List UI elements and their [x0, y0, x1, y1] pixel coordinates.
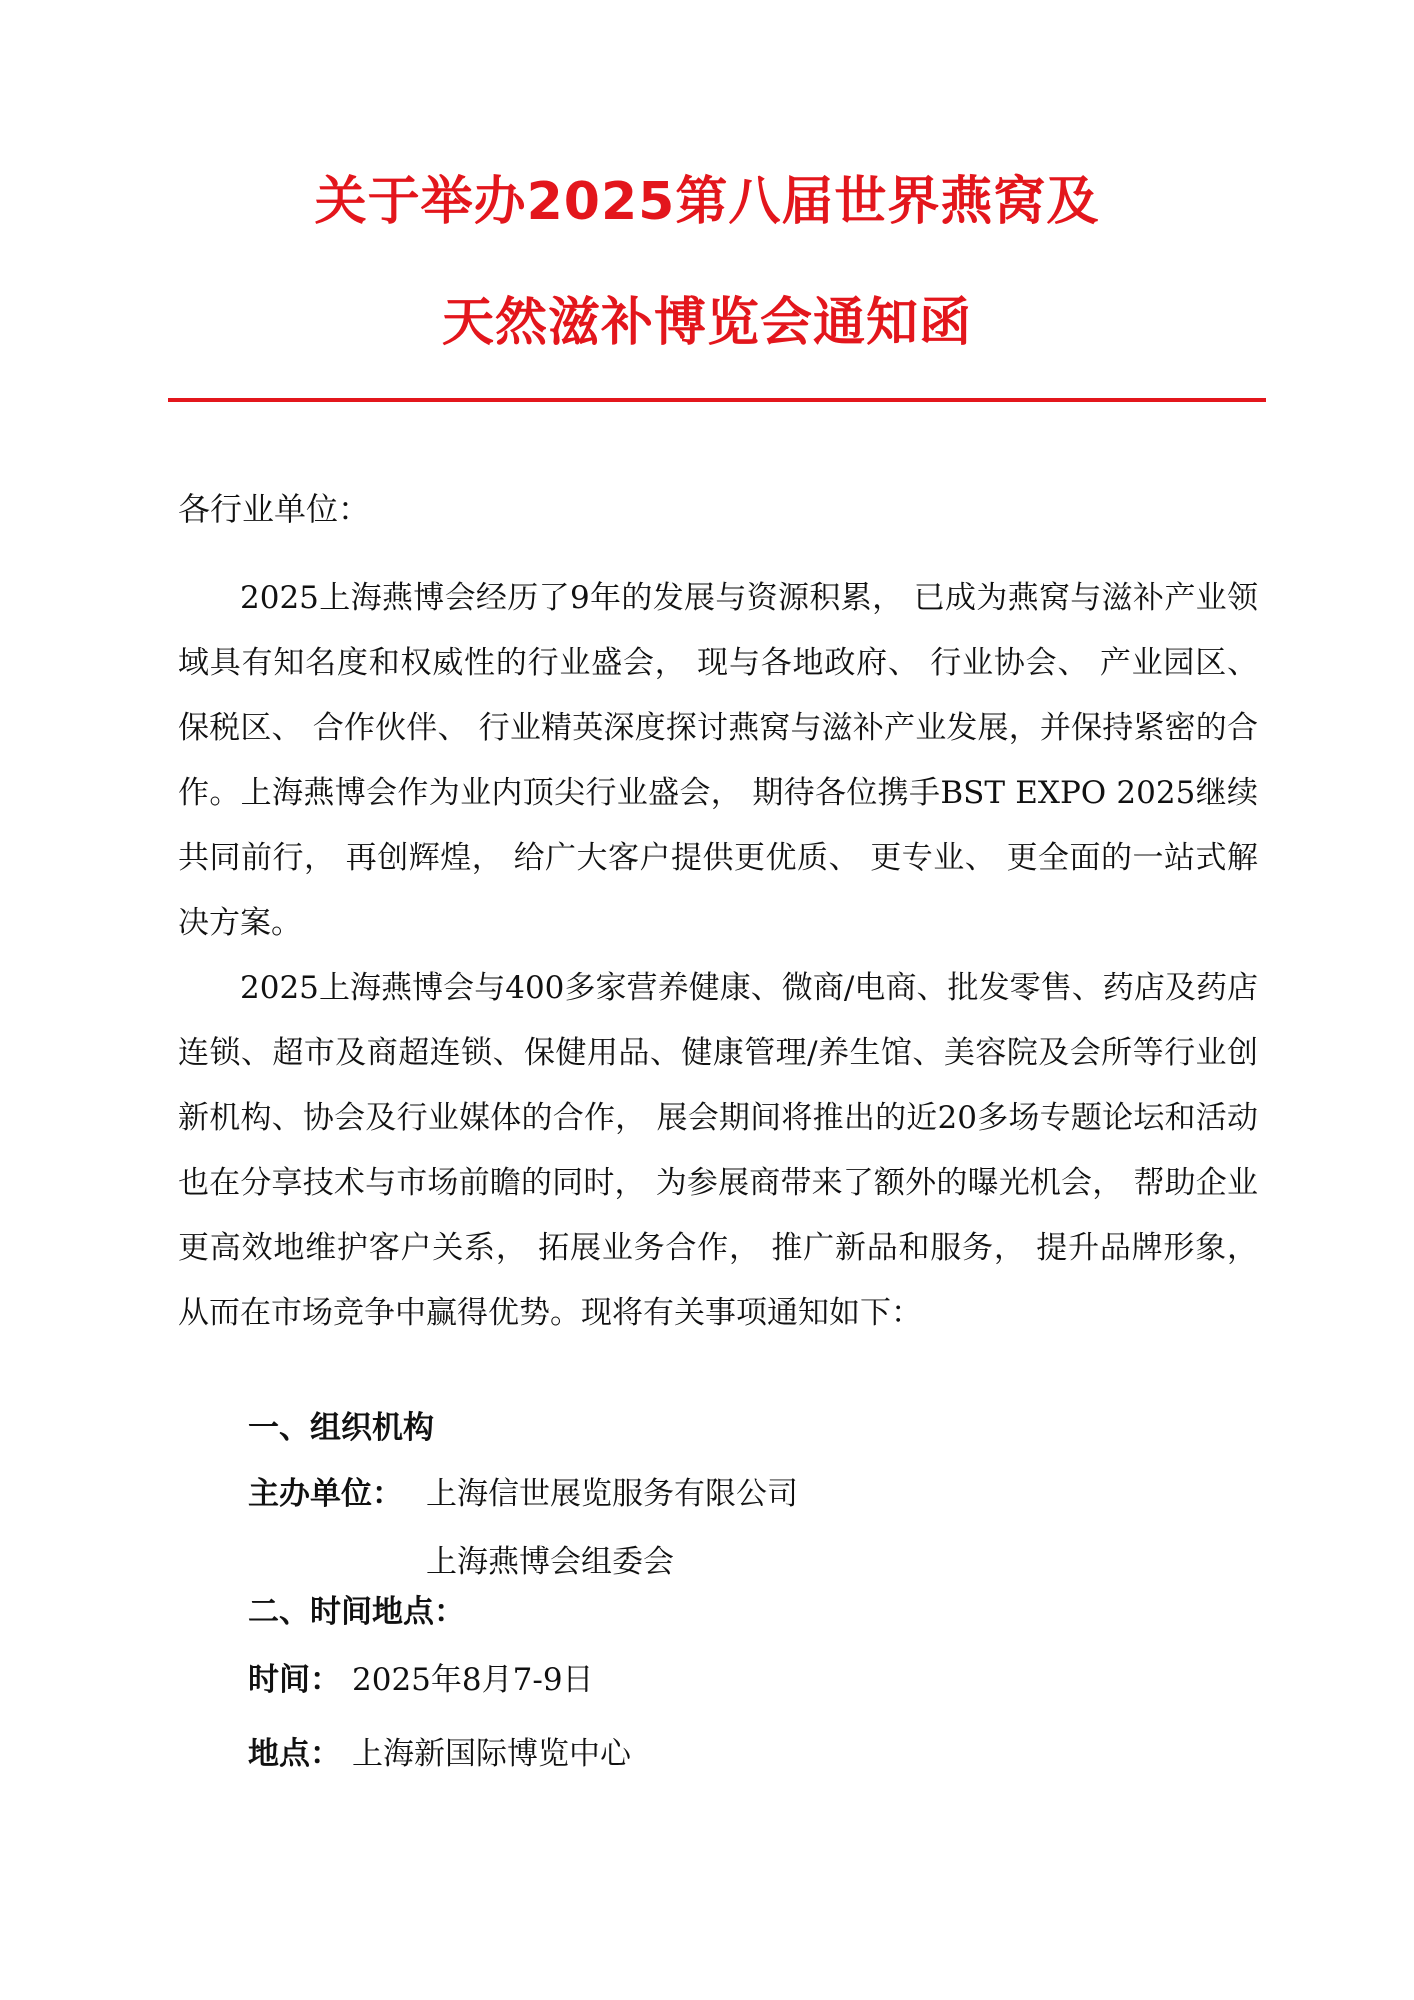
organizer-committee: 上海燕博会组委会 — [426, 1544, 674, 1580]
organizer-label: 主办单位： — [248, 1476, 403, 1512]
paragraph-partners: 2025上海燕博会与400多家营养健康、微商/电商、批发零售、药店及药店连锁、超市及商超连锁、保健用品、健康管理/养生馆、美容院及会所等行业创新机构、协会及行业媒体的合作， 展会期间将推出的近20多场专题论坛和活动也在分享技术与市场前瞻的同时， 为参展商带来了额外的曝光机会， 帮助企业更高效地维护客户关系， 拓展业务合作， 推广新品和服务， 提升品牌形象， 从而在市场竞争中赢得优势。现将有关事项通知如下： — [178, 970, 1258, 1331]
salutation: 各行业单位： — [178, 490, 371, 528]
venue-label: 地点： — [248, 1736, 341, 1772]
document-title-line-2: 天然滋补博览会通知函 — [441, 293, 972, 353]
paragraph-intro: 2025上海燕博会经历了9年的发展与资源积累， 已成为燕窝与滋补产业领域具有知名度和权威性的行业盛会， 现与各地政府、 行业协会、 产业园区、保税区、 合作伙伴、 行业精英深度探讨燕窝与滋补产业发展，并保持紧密的合作。上海燕博会作为业内顶尖行业盛会， 期待各位携手BST EXPO 2025继续共同前行， 再创辉煌， 给广大客户提供更优质、 更专业、 更全面的一站式解决方案。 — [178, 580, 1258, 941]
venue-value: 上海新国际博览中心 — [352, 1736, 631, 1772]
section-heading-organization: 一、组织机构 — [248, 1410, 434, 1446]
time-label: 时间： — [248, 1662, 341, 1698]
title-divider — [168, 398, 1266, 402]
section-heading-time-venue: 二、时间地点： — [248, 1594, 465, 1630]
organizer-company: 上海信世展览服务有限公司 — [426, 1476, 798, 1512]
time-value: 2025年8月7-9日 — [352, 1662, 594, 1698]
document-title-line-1: 关于举办2025第八届世界燕窝及 — [314, 172, 1100, 232]
